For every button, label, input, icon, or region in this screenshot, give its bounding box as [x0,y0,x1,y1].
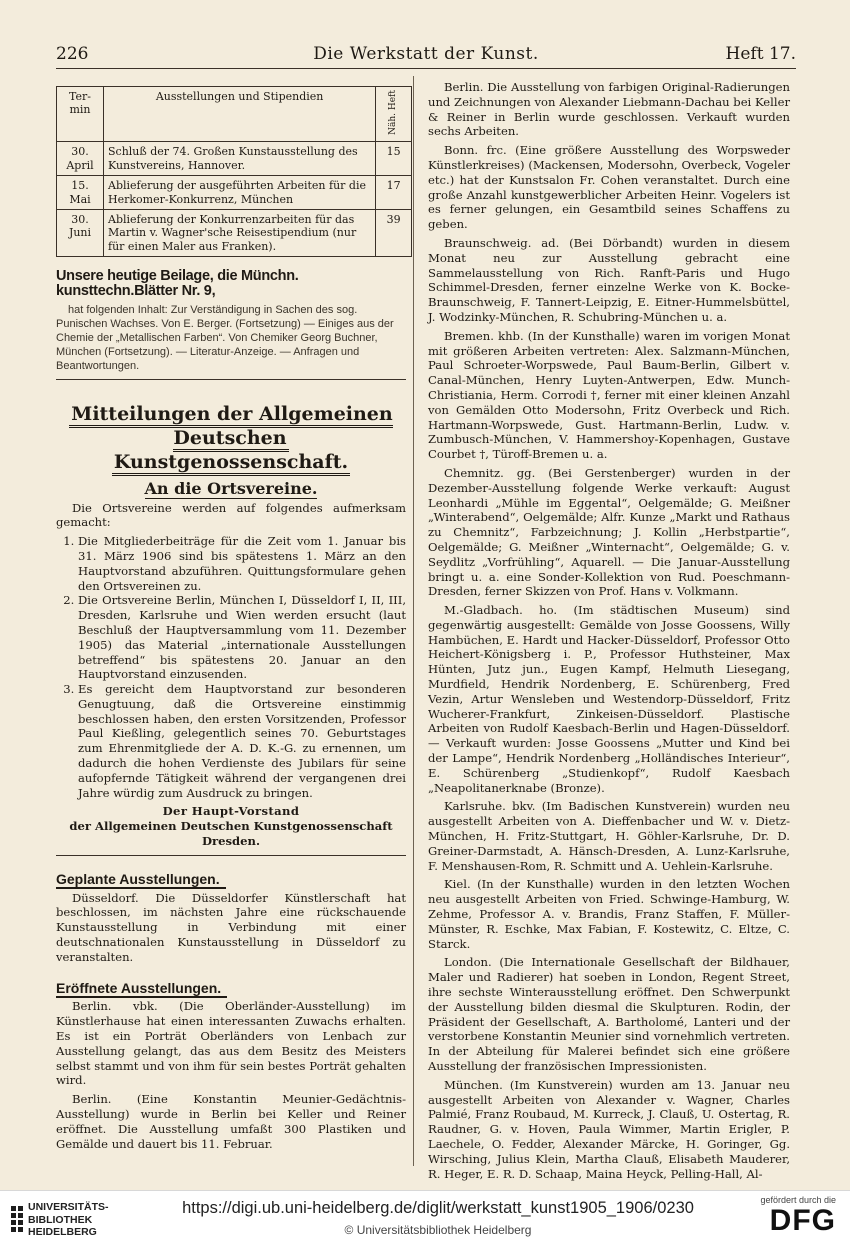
dfg-logo-text: DFG [769,1204,836,1237]
section-rule [56,379,406,380]
library-logo[interactable] [10,1199,155,1245]
ortsvereine-heading: An die Ortsvereine. [144,478,318,498]
library-name: UNIVERSITÄTS- BIBLIOTHEK HEIDELBERG [28,1201,109,1238]
row-issue: 17 [376,176,412,210]
column-header-date: Ter-min [57,87,104,142]
signature-board: Der Haupt-Vorstand [162,804,300,819]
column-header-title: Ausstellungen und Stipendien [104,87,376,142]
notice-list [56,534,406,800]
list-item: 3. Es gereicht dem Hauptvorstand zur besonderen Genugtuung, daß die Ortsvereine einstimmig beschlossen haben, den ersten Vorsitzenden, Professor Paul Kießling, gelegentlich seines 70. Geburtstages zum Ehrenmitgliede der A. D. K.-G. zu ernennen, um dadurch die hohen Verdienste des Jubilars für seine aufopfernde Tätigkeit während der vergangenen drei Jahre würdig zum Ausdruck zu bringen. [78,682,406,800]
exhibition-entry: Berlin. Die Ausstellung von farbigen Original-Radierungen und Zeichnungen von Alexander Liebmann-Dachau bei Keller & Reiner in Berlin wurde geschlossen. Verkauft wurden sechs Arbeiten. [428,80,790,139]
issue-number: Heft 17. [725,44,796,64]
permalink[interactable]: https://digi.ub.uni-heidelberg.de/diglit/werkstatt_kunst1905_1906/0230 [182,1199,694,1217]
column-header-issue: Näh. Heft [376,87,412,142]
geplante-text: Düsseldorf. Die Düsseldorfer Künstlerschaft hat beschlossen, im nächsten Jahre eine rückschauende Kunstausstellung in Verbindung mit einer deutschnationalen Kunstausstellung in Düsseldorf zu veranstalten. [56,890,406,964]
list-item: 2. Die Ortsvereine Berlin, München I, Düsseldorf I, II, III, Dresden, Karlsruhe und Wien werden ersucht (laut Beschluß der Hauptversammlung vom 11. Dezember 1905) das Material „internationale Ausstellungen betreffend“ bis spätestens 20. Januar an den Hauptvorstand einzusenden. [78,593,406,682]
exhibition-entry: Karlsruhe. bkv. (Im Badischen Kunstverein) wurden neu ausgestellt Arbeiten von A. Dieffenbacher und W. v. Dietz-München, H. Fritz-Stuttgart, H. Göhler-Karlsruhe, Dr. D. Greiner-Darmstadt, A. Hänsch-Dresden, A. Lunz-Karlsruhe, F. Menshausen-Rom, R. Schmitt und A. Uehlein-Karlsruhe. [428,799,790,873]
table-row [57,142,412,176]
intro-text: Die Ortsvereine werden auf folgendes aufmerksam gemacht: [56,500,406,530]
row-date: 30. Juni [57,209,104,256]
left-column [56,76,406,1151]
row-text: Schluß der 74. Großen Kunstausstellung des Kunstvereins, Hannover. [104,142,376,176]
row-text: Ablieferung der Konkurrenzarbeiten für das Martin v. Wagner'sche Reisestipendium (nur für einen Maler aus Franken). [104,209,376,256]
signature-organization: der Allgemeinen Deutschen Kunstgenossenschaft Dresden. [69,819,393,849]
funder-logo[interactable] [746,1195,836,1237]
eroeffnete-heading: Eröffnete Ausstellungen. [56,981,406,996]
copyright-notice: © Universitätsbibliothek Heidelberg [344,1223,532,1237]
exhibition-entry: Berlin. vbk. (Die Oberländer-Ausstellung) im Künstlerhause hat einen interessanten Zuwachs erhalten. Es ist ein Porträt Oberländers von Lenbach zur Ausstellung gelangt, das aus dem Besitz des Meisters selbst stammt und von ihm für sein bestes Porträt gehalten wird. [56,999,406,1088]
table-row [57,176,412,210]
table-row [57,209,412,256]
column-divider [413,76,414,1166]
row-date: 15. Mai [57,176,104,210]
row-issue: 39 [376,209,412,256]
table-header-row [57,87,412,142]
row-date: 30. April [57,142,104,176]
viewer-footer [0,1190,850,1251]
exhibition-entry: Berlin. (Eine Konstantin Meunier-Gedächtnis-Ausstellung) wurde in Berlin bei Keller und Reiner eröffnet. Die Ausstellung umfaßt 300 Plastiken und Gemälde und dauert bis 11. Februar. [56,1092,406,1151]
list-item: 1. Die Mitgliederbeiträge für die Zeit vom 1. Januar bis 31. März 1906 sind bis spätestens 1. März an den Hauptvorstand abzuführen. Quittungsformulare gehen den Ortsvereinen zu. [78,534,406,593]
exhibition-entry: London. (Die Internationale Gesellschaft der Bildhauer, Maler und Radierer) hat soeben in London, Regent Street, ihre sechste Winterausstellung eröffnet. Den Schwerpunkt der Ausstellung bilden diesmal die Skulpturen. Rodin, der Präsident der Gesellschaft, A. Bartholomé, Lanteri und der verstorbene Konstantin Meunier sind vornehmlich vertreten. In der Abteilung für Malerei befindet sich eine größere Ausstellung der französischen Impressionisten. [428,955,790,1073]
right-column [428,76,790,1181]
section-rule [56,855,406,856]
exhibition-entry: Kiel. (In der Kunsthalle) wurden in den letzten Wochen neu ausgestellt Arbeiten von Fried. Schwinge-Hamburg, W. Zehme, Professor A. v. Brandis, Franz Staffen, F. Müller-Münster, R. Eschke, Max Fabian, F. Kostewitz, C. Eltze, C. Starck. [428,877,790,951]
funder-note: gefördert durch die [760,1195,836,1205]
journal-title: Die Werkstatt der Kunst. [313,44,539,64]
row-text: Ablieferung der ausgeführten Arbeiten für die Herkomer-Konkurrenz, München [104,176,376,210]
page-number: 226 [56,44,89,64]
mitteilungen-heading: Mitteilungen der Allgemeinen Deutschen Kunstgenossenschaft. [56,402,406,474]
supplement-contents: hat folgenden Inhalt: Zur Verständigung in Sachen des sog. Punischen Wachses. Von E. Berger. (Fortsetzung) — Einiges aus der Chemie der „Metallischen Farben“. Von Chemiker Georg Buchner, München (Fortsetzung). — Literatur-Anzeige. — Anfragen und Beantwortungen. [56,303,394,372]
exhibition-entry: Bonn. frc. (Eine größere Ausstellung des Worpsweder Künstlerkreises) (Mackensen, Modersohn, Overbeck, Vogeler etc.) hat der Kunstsalon Fr. Cohen veranstaltet. Durch eine große Anzahl kunstgewerblicher Arbeiten Heinr. Vogelers ist es ferner gelungen, ein Gesamtbild seines Schaffens zu geben. [428,143,790,232]
row-issue: 15 [376,142,412,176]
exhibition-entry: München. (Im Kunstverein) wurden am 13. Januar neu ausgestellt Arbeiten von Alexander v. Wagner, Charles Palmié, Franz Roubaud, M. Kurreck, J. Clauß, U. Ostertag, R. Raudner, G. v. Hoven, Paula Wimmer, Martin Erigler, P. Laechele, O. Fedder, Alexander Märcke, H. Goringer, Gg. Wirsching, Julius Klein, Martha Clauß, Elisabeth Mauderer, R. Heger, E. R. D. Schaap, Maina Heyck, Pelling-Hall, Al- [428,1077,790,1181]
exhibition-entry: Chemnitz. gg. (Bei Gerstenberger) wurden in der Dezember-Ausstellung folgende Werke verkauft: August Leonhardi „Mühle im Eggental“, Oelgemälde; G. Meißner „Winterabend“, Oelgemälde; Alfr. Kunze „Markt und Rathaus zu Chemnitz“, Farbzeichnung; J. Kollin „Herbstpartie“, Oelgemälde; G. Meißner „Winternacht“, Oelgemälde; G. v. Seydlitz „Vorfrühling“, Aquarell. — Die Januar-Ausstellung bringt u. a. eine Sonder-Kollektion von Rud. Poeschmann-Dresden, ferner Skizzen von Prof. Hans v. Volkmann. [428,465,790,599]
header-rule [56,68,796,69]
exhibition-entry: Bremen. khb. (In der Kunsthalle) waren im vorigen Monat mit größeren Arbeiten vertreten: Alex. Salzmann-München, Paul Schroeter-Worpswede, Paul Baum-Berlin, Gilbert v. Canal-München, Henry Luyten-Antwerpen, Edw. Munch-Christiania, Herm. Corrodi †, ferner mit einer kleinen Anzahl von Gemälden Otto Modersohn, Fritz Overbeck und Rich. Hartmann-Worpswede, Gust. Hartmann-Berlin, Ludw. v. Zumbusch-München, V. Hammershoy-Kopenhagen, Gustave Courbet †, Türoff-Bremen u. a. [428,328,790,462]
exhibition-entry: M.-Gladbach. ho. (Im städtischen Museum) sind gegenwärtig ausgestellt: Gemälde von Josse Goossens, Willy Hambüchen, E. Hardt und Hacker-Düsseldorf, Professor Otto Heichert-Königsberg i. P., Professor Huthsteiner, Max Hünten, Jutz jun., Eugen Kampf, Helmuth Liesegang, Murdfield, Hendrik Nordenberg, E. Schürenberg, Fred Vezin, Artur Wensleben und Westendorp-Düsseldorf, Fritz Wucherer-Frankfurt, Zinkeisen-Düsseldorf. Plastische Arbeiten von Rudolf Kaesbach-Berlin und Hagen-Düsseldorf. — Verkauft wurden: Josse Goossens „Mutter und Kind bei der Lampe“, Hendrik Nordenberg „Holländisches Interieur“, E. Schürenberg „Studienkopf“, Rudolf Kaesbach „Neapolitanerknabe (Bronze). [428,603,790,795]
geplante-heading: Geplante Ausstellungen. [56,872,406,887]
library-logo-icon [10,1205,24,1241]
page-header [56,44,796,66]
exhibition-entry: Braunschweig. ad. (Bei Dörbandt) wurden in diesem Monat neu zur Ausstellung gebracht eine Sammelausstellung von Rich. Ranft-Paris und Hugo Schimmel-Dresden, ferner einzelne Werke von K. Bocke-Braunschweig, F. Tannert-Leipzig, E. Eitner-Hummelsbüttel, J. Wodzinky-München, R. Schubring-München u. a. [428,235,790,324]
exhibitions-table [56,86,412,257]
supplement-title: Unsere heutige Beilage, die Münchn. kunsttechn.Blätter Nr. 9, [56,268,299,299]
